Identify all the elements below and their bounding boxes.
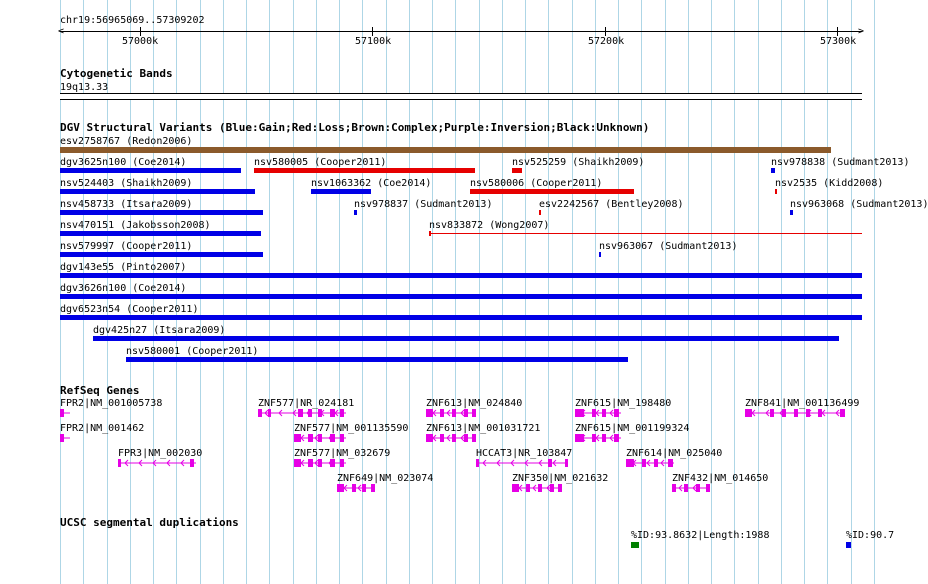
- gene-exon: [362, 484, 366, 492]
- gene-exon: [294, 434, 301, 442]
- dgv-feature-label: nsv2535 (Kidd2008): [775, 178, 884, 189]
- grid-line: [223, 0, 224, 584]
- dgv-feature-label: nsv963068 (Sudmant2013): [790, 199, 928, 210]
- gene-exon: [672, 484, 676, 492]
- dgv-feature-bar[interactable]: [60, 147, 831, 153]
- dgv-feature-label: dgv6523n54 (Cooper2011): [60, 304, 199, 315]
- gene-exon: [472, 409, 476, 417]
- gene-label: ZNF577|NM_001135590: [294, 423, 409, 434]
- gene-exon: [706, 484, 710, 492]
- gene-exon: [60, 434, 64, 442]
- gene-exon: [190, 459, 194, 467]
- ruler-right-arrow: >: [858, 26, 865, 37]
- dgv-feature-bar[interactable]: [60, 294, 862, 299]
- ruler-line: [60, 31, 862, 32]
- grid-line: [316, 0, 317, 584]
- dgv-feature-bar[interactable]: [126, 357, 628, 362]
- gene-label: ZNF577|NM_032679: [294, 448, 391, 459]
- gene-exon: [60, 409, 64, 417]
- refseq-track-title: RefSeq Genes: [60, 384, 140, 397]
- dgv-feature-bar[interactable]: [790, 210, 793, 215]
- gene-label: ZNF615|NM_001199324: [575, 423, 690, 434]
- gene-exon: [452, 434, 456, 442]
- gene-exon: [626, 459, 634, 467]
- cytoband-track-title: Cytogenetic Bands: [60, 67, 173, 80]
- dgv-feature-bar[interactable]: [311, 189, 371, 194]
- ruler-left-arrow: <: [58, 26, 65, 37]
- dgv-feature-label: nsv524403 (Shaikh2009): [60, 178, 193, 189]
- grid-line: [688, 0, 689, 584]
- dgv-feature-bar[interactable]: [93, 336, 839, 341]
- dgv-feature-bar[interactable]: [60, 315, 862, 320]
- gene-exon: [352, 484, 356, 492]
- dgv-feature-label: esv2758767 (Redon2006): [60, 136, 193, 147]
- gene-label: ZNF614|NM_025040: [626, 448, 723, 459]
- dgv-feature-label: nsv1063362 (Coe2014): [311, 178, 432, 189]
- grid-line: [362, 0, 363, 584]
- grid-line: [758, 0, 759, 584]
- gene-exon: [340, 409, 344, 417]
- gene-exon: [575, 434, 584, 442]
- dgv-feature-label: dgv3625n100 (Coe2014): [60, 157, 187, 168]
- gene-exon: [440, 409, 444, 417]
- gene-exon: [330, 409, 335, 417]
- ruler-tick-57200k: [605, 27, 606, 36]
- dgv-feature-bar[interactable]: [60, 273, 862, 278]
- dgv-feature-bar[interactable]: [60, 231, 261, 236]
- gene-exon: [340, 459, 344, 467]
- grid-line: [502, 0, 503, 584]
- grid-line: [479, 0, 480, 584]
- gene-exon: [308, 434, 313, 442]
- dgv-feature-bar[interactable]: [429, 233, 862, 234]
- segdup-label: %ID:93.8632|Length:1988: [631, 530, 770, 541]
- grid-line: [618, 0, 619, 584]
- dgv-feature-label: nsv580005 (Cooper2011): [254, 157, 387, 168]
- ruler-tick-57300k: [837, 27, 838, 36]
- grid-line: [781, 0, 782, 584]
- grid-line: [572, 0, 573, 584]
- grid-line: [269, 0, 270, 584]
- gene-exon: [592, 409, 596, 417]
- grid-line: [246, 0, 247, 584]
- grid-line: [874, 0, 875, 584]
- dgv-feature-bar[interactable]: [599, 252, 601, 257]
- grid-line: [641, 0, 642, 584]
- gene-exon: [472, 434, 476, 442]
- dgv-feature-label: esv2242567 (Bentley2008): [539, 199, 684, 210]
- gene-exon: [840, 409, 845, 417]
- ruler-tick-label: 57200k: [588, 36, 625, 47]
- dgv-feature-bar[interactable]: [60, 210, 263, 215]
- gene-exon: [614, 434, 619, 442]
- grid-line: [804, 0, 805, 584]
- gene-exon: [806, 409, 810, 417]
- gene-exon: [782, 409, 786, 417]
- gene-exon: [818, 409, 822, 417]
- grid-line: [734, 0, 735, 584]
- gene-label: ZNF432|NM_014650: [672, 473, 769, 484]
- gene-exon: [642, 459, 646, 467]
- gene-exon: [308, 409, 312, 417]
- gene-exon: [440, 434, 444, 442]
- gene-exon: [318, 409, 322, 417]
- gene-exon: [745, 409, 752, 417]
- grid-line: [665, 0, 666, 584]
- dgv-feature-bar-start: [429, 231, 431, 236]
- ruler-tick-label: 57000k: [122, 36, 159, 47]
- gene-label: FPR2|NM_001462: [60, 423, 145, 434]
- gene-exon: [330, 459, 335, 467]
- gene-exon: [575, 409, 584, 417]
- gene-label: ZNF613|NM_024840: [426, 398, 523, 409]
- grid-line: [409, 0, 410, 584]
- grid-line: [548, 0, 549, 584]
- dgv-feature-bar[interactable]: [60, 189, 255, 194]
- gene-label: ZNF350|NM_021632: [512, 473, 609, 484]
- dgv-feature-bar[interactable]: [470, 189, 634, 194]
- gene-exon: [526, 484, 530, 492]
- dgv-feature-label: nsv978838 (Sudmant2013): [771, 157, 910, 168]
- gene-label: FPR2|NM_001005738: [60, 398, 163, 409]
- ruler-tick-57100k: [372, 27, 373, 36]
- gene-label: HCCAT3|NR_103847: [476, 448, 573, 459]
- dgv-feature-bar[interactable]: [60, 252, 263, 257]
- gene-exon: [602, 434, 606, 442]
- dgv-feature-label: dgv3626n100 (Coe2014): [60, 283, 187, 294]
- grid-line: [851, 0, 852, 584]
- region-label: chr19:56965069..57309202: [60, 15, 205, 26]
- dgv-feature-bar[interactable]: [254, 168, 475, 173]
- gene-exon: [654, 459, 658, 467]
- dgv-feature-label: nsv525259 (Shaikh2009): [512, 157, 645, 168]
- gene-exon: [684, 484, 688, 492]
- gene-exon: [565, 459, 568, 467]
- dgv-feature-bar[interactable]: [771, 168, 775, 173]
- dgv-feature-label: nsv833872 (Wong2007): [429, 220, 550, 231]
- ruler-tick-label: 57100k: [355, 36, 392, 47]
- gene-label: ZNF577|NR_024181: [258, 398, 355, 409]
- grid-line: [455, 0, 456, 584]
- dgv-feature-bar[interactable]: [539, 210, 541, 215]
- dgv-feature-label: nsv978837 (Sudmant2013): [354, 199, 493, 210]
- dgv-feature-label: dgv143e55 (Pinto2007): [60, 262, 187, 273]
- gene-label: ZNF841|NM_001136499: [745, 398, 860, 409]
- dgv-feature-label: nsv470151 (Jakobsson2008): [60, 220, 211, 231]
- ruler-tick-57000k: [140, 27, 141, 36]
- gene-exon: [371, 484, 375, 492]
- segdup-track-title: UCSC segmental duplications: [60, 516, 239, 529]
- grid-line: [339, 0, 340, 584]
- dgv-feature-label: nsv963067 (Sudmant2013): [599, 241, 738, 252]
- cytoband-bar[interactable]: [60, 93, 862, 100]
- gene-exon: [426, 409, 433, 417]
- dgv-feature-bar[interactable]: [60, 168, 241, 173]
- dgv-feature-bar[interactable]: [775, 189, 777, 194]
- gene-exon: [464, 409, 468, 417]
- gene-exon: [794, 409, 798, 417]
- gene-exon: [770, 409, 774, 417]
- gene-exon: [592, 434, 596, 442]
- gene-label: ZNF613|NM_001031721: [426, 423, 541, 434]
- ruler-tick-label: 57300k: [820, 36, 857, 47]
- dgv-feature-label: nsv580001 (Cooper2011): [126, 346, 259, 357]
- grid-line: [200, 0, 201, 584]
- gene-exon: [668, 459, 673, 467]
- segdup-label: %ID:90.7: [846, 530, 895, 541]
- dgv-feature-label: nsv579997 (Cooper2011): [60, 241, 193, 252]
- gene-exon: [614, 409, 619, 417]
- dgv-feature-label: dgv425n27 (Itsara2009): [93, 325, 226, 336]
- gene-label: ZNF649|NM_023074: [337, 473, 434, 484]
- gene-exon: [476, 459, 479, 467]
- gene-exon: [548, 459, 552, 467]
- gene-exon: [318, 459, 322, 467]
- dgv-feature-label: nsv580006 (Cooper2011): [470, 178, 603, 189]
- gene-exon: [294, 459, 301, 467]
- grid-line: [827, 0, 828, 584]
- gene-exon: [340, 434, 344, 442]
- gene-exon: [696, 484, 700, 492]
- grid-line: [711, 0, 712, 584]
- gene-exon: [118, 459, 121, 467]
- gene-exon: [426, 434, 433, 442]
- gene-exon: [337, 484, 344, 492]
- gene-exon: [558, 484, 562, 492]
- gene-exon: [452, 409, 456, 417]
- gene-exon: [538, 484, 542, 492]
- gene-exon: [258, 409, 262, 417]
- gene-exon: [464, 434, 468, 442]
- gene-exon: [318, 434, 322, 442]
- dgv-track-title: DGV Structural Variants (Blue:Gain;Red:Loss;Brown:Complex;Purple:Inversion;Black:Unknown): [60, 121, 650, 134]
- gene-label: ZNF615|NM_198480: [575, 398, 672, 409]
- grid-line: [386, 0, 387, 584]
- dgv-feature-bar[interactable]: [354, 210, 357, 215]
- gene-exon: [512, 484, 519, 492]
- gene-exon: [308, 459, 313, 467]
- gene-exon: [298, 409, 303, 417]
- cytoband-label: 19q13.33: [60, 82, 109, 93]
- gene-exon: [550, 484, 554, 492]
- grid-line: [595, 0, 596, 584]
- segdup-bar[interactable]: [631, 542, 639, 548]
- gene-exon: [268, 409, 271, 417]
- gene-exon: [330, 434, 335, 442]
- grid-line: [525, 0, 526, 584]
- grid-line: [432, 0, 433, 584]
- gene-label: FPR3|NM_002030: [118, 448, 203, 459]
- grid-line: [293, 0, 294, 584]
- segdup-bar[interactable]: [846, 542, 851, 548]
- dgv-feature-label: nsv458733 (Itsara2009): [60, 199, 193, 210]
- dgv-feature-bar[interactable]: [512, 168, 522, 173]
- gene-exon: [602, 409, 606, 417]
